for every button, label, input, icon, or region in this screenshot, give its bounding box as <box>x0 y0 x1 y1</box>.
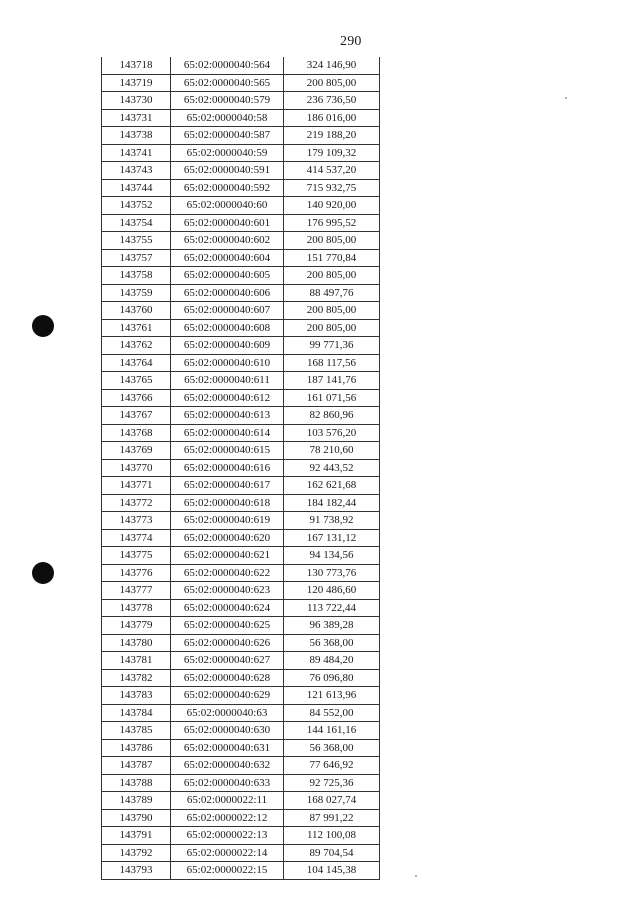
row-id-cell: 143780 <box>102 634 171 652</box>
table-row <box>102 494 380 512</box>
value-cell: 103 576,20 <box>284 424 380 442</box>
table-row <box>102 792 380 810</box>
value-cell: 94 134,56 <box>284 547 380 565</box>
table-row <box>102 74 380 92</box>
table-row <box>102 477 380 495</box>
table-row <box>102 319 380 337</box>
value-cell: 120 486,60 <box>284 582 380 600</box>
value-cell: 200 805,00 <box>284 319 380 337</box>
row-id-cell: 143766 <box>102 389 171 407</box>
value-cell: 92 443,52 <box>284 459 380 477</box>
value-cell: 200 805,00 <box>284 232 380 250</box>
cadastral-number-cell: 65:02:0000040:565 <box>171 74 284 92</box>
row-id-cell: 143730 <box>102 92 171 110</box>
value-cell: 200 805,00 <box>284 267 380 285</box>
cadastral-number-cell: 65:02:0000022:13 <box>171 827 284 845</box>
table-row <box>102 214 380 232</box>
row-id-cell: 143778 <box>102 599 171 617</box>
cadastral-number-cell: 65:02:0000040:631 <box>171 739 284 757</box>
row-id-cell: 143772 <box>102 494 171 512</box>
cadastral-number-cell: 65:02:0000040:602 <box>171 232 284 250</box>
row-id-cell: 143718 <box>102 57 171 74</box>
cadastral-number-cell: 65:02:0000022:15 <box>171 862 284 880</box>
cadastral-number-cell: 65:02:0000040:59 <box>171 144 284 162</box>
row-id-cell: 143777 <box>102 582 171 600</box>
table-row <box>102 722 380 740</box>
table-row <box>102 599 380 617</box>
table-row <box>102 109 380 127</box>
value-cell: 82 860,96 <box>284 407 380 425</box>
table-row <box>102 652 380 670</box>
row-id-cell: 143754 <box>102 214 171 232</box>
value-cell: 200 805,00 <box>284 302 380 320</box>
row-id-cell: 143764 <box>102 354 171 372</box>
value-cell: 162 621,68 <box>284 477 380 495</box>
table-row <box>102 162 380 180</box>
cadastral-number-cell: 65:02:0000040:617 <box>171 477 284 495</box>
value-cell: 87 991,22 <box>284 809 380 827</box>
row-id-cell: 143782 <box>102 669 171 687</box>
table-row <box>102 267 380 285</box>
table-row <box>102 739 380 757</box>
row-id-cell: 143773 <box>102 512 171 530</box>
value-cell: 77 646,92 <box>284 757 380 775</box>
table-row <box>102 284 380 302</box>
cadastral-number-cell: 65:02:0000040:622 <box>171 564 284 582</box>
table-row <box>102 757 380 775</box>
cadastral-number-cell: 65:02:0000040:632 <box>171 757 284 775</box>
value-cell: 89 484,20 <box>284 652 380 670</box>
row-id-cell: 143793 <box>102 862 171 880</box>
value-cell: 186 016,00 <box>284 109 380 127</box>
value-cell: 168 117,56 <box>284 354 380 372</box>
row-id-cell: 143775 <box>102 547 171 565</box>
cadastral-number-cell: 65:02:0000040:630 <box>171 722 284 740</box>
value-cell: 89 704,54 <box>284 844 380 862</box>
table-row <box>102 582 380 600</box>
cadastral-number-cell: 65:02:0000040:621 <box>171 547 284 565</box>
table-row <box>102 459 380 477</box>
table-row <box>102 232 380 250</box>
row-id-cell: 143783 <box>102 687 171 705</box>
value-cell: 167 131,12 <box>284 529 380 547</box>
value-cell: 91 738,92 <box>284 512 380 530</box>
cadastral-number-cell: 65:02:0000040:624 <box>171 599 284 617</box>
table-row <box>102 302 380 320</box>
cadastral-number-cell: 65:02:0000040:63 <box>171 704 284 722</box>
row-id-cell: 143768 <box>102 424 171 442</box>
cadastral-number-cell: 65:02:0000040:606 <box>171 284 284 302</box>
row-id-cell: 143774 <box>102 529 171 547</box>
value-cell: 112 100,08 <box>284 827 380 845</box>
cadastral-number-cell: 65:02:0000040:618 <box>171 494 284 512</box>
value-cell: 92 725,36 <box>284 774 380 792</box>
cadastral-number-cell: 65:02:0000040:579 <box>171 92 284 110</box>
table-body <box>102 57 380 879</box>
table-row <box>102 354 380 372</box>
cadastral-number-cell: 65:02:0000040:616 <box>171 459 284 477</box>
punch-hole-top <box>32 315 54 337</box>
cadastral-number-cell: 65:02:0000040:623 <box>171 582 284 600</box>
row-id-cell: 143776 <box>102 564 171 582</box>
value-cell: 414 537,20 <box>284 162 380 180</box>
row-id-cell: 143755 <box>102 232 171 250</box>
row-id-cell: 143760 <box>102 302 171 320</box>
value-cell: 187 141,76 <box>284 372 380 390</box>
cadastral-number-cell: 65:02:0000040:611 <box>171 372 284 390</box>
table-row <box>102 564 380 582</box>
row-id-cell: 143770 <box>102 459 171 477</box>
table-row <box>102 617 380 635</box>
table-row <box>102 827 380 845</box>
row-id-cell: 143731 <box>102 109 171 127</box>
value-cell: 184 182,44 <box>284 494 380 512</box>
cadastral-number-cell: 65:02:0000040:609 <box>171 337 284 355</box>
table-row <box>102 337 380 355</box>
table-row <box>102 127 380 145</box>
value-cell: 78 210,60 <box>284 442 380 460</box>
value-cell: 200 805,00 <box>284 74 380 92</box>
value-cell: 324 146,90 <box>284 57 380 74</box>
table-row <box>102 442 380 460</box>
row-id-cell: 143744 <box>102 179 171 197</box>
row-id-cell: 143788 <box>102 774 171 792</box>
cadastral-number-cell: 65:02:0000040:58 <box>171 109 284 127</box>
table-row <box>102 512 380 530</box>
row-id-cell: 143762 <box>102 337 171 355</box>
table-row <box>102 529 380 547</box>
cadastral-number-cell: 65:02:0000040:591 <box>171 162 284 180</box>
cadastral-number-cell: 65:02:0000040:619 <box>171 512 284 530</box>
cadastral-number-cell: 65:02:0000040:615 <box>171 442 284 460</box>
table-row <box>102 704 380 722</box>
table-row <box>102 862 380 880</box>
row-id-cell: 143758 <box>102 267 171 285</box>
scan-speck <box>565 97 567 99</box>
row-id-cell: 143741 <box>102 144 171 162</box>
table-row <box>102 687 380 705</box>
cadastral-number-cell: 65:02:0000040:626 <box>171 634 284 652</box>
cadastral-number-cell: 65:02:0000022:14 <box>171 844 284 862</box>
value-cell: 140 920,00 <box>284 197 380 215</box>
row-id-cell: 143759 <box>102 284 171 302</box>
row-id-cell: 143779 <box>102 617 171 635</box>
cadastral-number-cell: 65:02:0000040:607 <box>171 302 284 320</box>
row-id-cell: 143738 <box>102 127 171 145</box>
cadastral-number-cell: 65:02:0000040:628 <box>171 669 284 687</box>
table-row <box>102 179 380 197</box>
table-row <box>102 57 380 74</box>
table-row <box>102 774 380 792</box>
table-row <box>102 92 380 110</box>
cadastral-number-cell: 65:02:0000040:613 <box>171 407 284 425</box>
cadastral-number-cell: 65:02:0000040:601 <box>171 214 284 232</box>
row-id-cell: 143784 <box>102 704 171 722</box>
row-id-cell: 143785 <box>102 722 171 740</box>
value-cell: 219 188,20 <box>284 127 380 145</box>
cadastral-number-cell: 65:02:0000040:592 <box>171 179 284 197</box>
row-id-cell: 143743 <box>102 162 171 180</box>
value-cell: 84 552,00 <box>284 704 380 722</box>
row-id-cell: 143757 <box>102 249 171 267</box>
row-id-cell: 143767 <box>102 407 171 425</box>
value-cell: 56 368,00 <box>284 634 380 652</box>
cadastral-number-cell: 65:02:0000040:605 <box>171 267 284 285</box>
row-id-cell: 143786 <box>102 739 171 757</box>
cadastral-number-cell: 65:02:0000022:11 <box>171 792 284 810</box>
value-cell: 130 773,76 <box>284 564 380 582</box>
value-cell: 88 497,76 <box>284 284 380 302</box>
value-cell: 179 109,32 <box>284 144 380 162</box>
value-cell: 76 096,80 <box>284 669 380 687</box>
cadastral-number-cell: 65:02:0000040:614 <box>171 424 284 442</box>
table-row <box>102 144 380 162</box>
cadastral-number-cell: 65:02:0000040:60 <box>171 197 284 215</box>
table-row <box>102 407 380 425</box>
table-row <box>102 249 380 267</box>
punch-hole-bottom <box>32 562 54 584</box>
table-row <box>102 809 380 827</box>
cadastral-number-cell: 65:02:0000040:627 <box>171 652 284 670</box>
value-cell: 144 161,16 <box>284 722 380 740</box>
row-id-cell: 143789 <box>102 792 171 810</box>
row-id-cell: 143765 <box>102 372 171 390</box>
table-row <box>102 547 380 565</box>
row-id-cell: 143781 <box>102 652 171 670</box>
row-id-cell: 143791 <box>102 827 171 845</box>
cadastral-number-cell: 65:02:0000040:625 <box>171 617 284 635</box>
row-id-cell: 143771 <box>102 477 171 495</box>
cadastral-number-cell: 65:02:0000022:12 <box>171 809 284 827</box>
value-cell: 96 389,28 <box>284 617 380 635</box>
value-cell: 104 145,38 <box>284 862 380 880</box>
value-cell: 151 770,84 <box>284 249 380 267</box>
value-cell: 99 771,36 <box>284 337 380 355</box>
cadastral-number-cell: 65:02:0000040:604 <box>171 249 284 267</box>
row-id-cell: 143719 <box>102 74 171 92</box>
value-cell: 715 932,75 <box>284 179 380 197</box>
table-row <box>102 844 380 862</box>
value-cell: 113 722,44 <box>284 599 380 617</box>
value-cell: 168 027,74 <box>284 792 380 810</box>
row-id-cell: 143790 <box>102 809 171 827</box>
table-row <box>102 634 380 652</box>
cadastral-number-cell: 65:02:0000040:629 <box>171 687 284 705</box>
table-row <box>102 424 380 442</box>
scan-speck <box>415 875 417 877</box>
table-row <box>102 197 380 215</box>
cadastral-value-table <box>101 57 380 880</box>
row-id-cell: 143787 <box>102 757 171 775</box>
row-id-cell: 143792 <box>102 844 171 862</box>
row-id-cell: 143769 <box>102 442 171 460</box>
table-row <box>102 669 380 687</box>
cadastral-number-cell: 65:02:0000040:564 <box>171 57 284 74</box>
value-cell: 236 736,50 <box>284 92 380 110</box>
cadastral-number-cell: 65:02:0000040:608 <box>171 319 284 337</box>
table-row <box>102 372 380 390</box>
value-cell: 176 995,52 <box>284 214 380 232</box>
cadastral-number-cell: 65:02:0000040:612 <box>171 389 284 407</box>
page-number: 290 <box>340 34 362 49</box>
value-cell: 56 368,00 <box>284 739 380 757</box>
row-id-cell: 143761 <box>102 319 171 337</box>
value-cell: 161 071,56 <box>284 389 380 407</box>
value-cell: 121 613,96 <box>284 687 380 705</box>
table-row <box>102 389 380 407</box>
cadastral-number-cell: 65:02:0000040:633 <box>171 774 284 792</box>
cadastral-number-cell: 65:02:0000040:620 <box>171 529 284 547</box>
row-id-cell: 143752 <box>102 197 171 215</box>
cadastral-number-cell: 65:02:0000040:610 <box>171 354 284 372</box>
cadastral-number-cell: 65:02:0000040:587 <box>171 127 284 145</box>
